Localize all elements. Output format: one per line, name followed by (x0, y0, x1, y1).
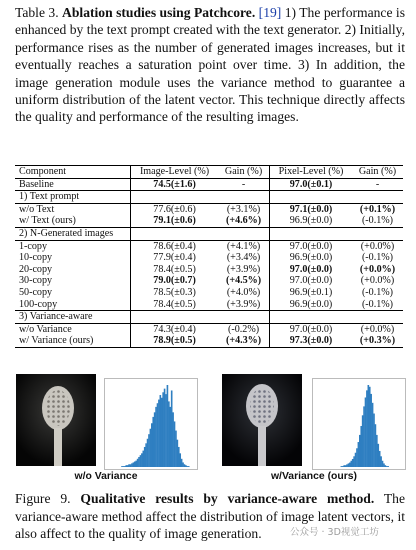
cell-gain-image: (-0.2%) (227, 323, 260, 335)
histogram-bar (175, 431, 177, 467)
cell-gain-pixel: (-0.1%) (361, 252, 394, 264)
baseline-row (15, 178, 403, 191)
histogram-bar (352, 459, 354, 467)
cell-image: 78.4(±0.5) (131, 299, 218, 311)
cell-gain-image: (+4.3%) (218, 335, 270, 347)
object-photo-without-variance (16, 374, 96, 466)
histogram-bar (147, 439, 149, 467)
cell-gain-pixel: (+0.3%) (352, 335, 403, 347)
histogram-bar (179, 453, 181, 467)
histogram-bar (125, 465, 127, 467)
cell-gain-image: (+4.0%) (226, 286, 261, 298)
histogram-bar (157, 403, 159, 467)
histogram-bar (345, 465, 347, 467)
header-gain-image: Gain (%) (218, 166, 270, 179)
histogram-bar (124, 466, 126, 467)
histogram-bar (382, 461, 384, 467)
section-empty-cell (270, 191, 352, 204)
cell-gain-image: (+4.1%) (226, 240, 261, 252)
histogram-bar (346, 464, 348, 467)
cell-gain-pixel: (+0.0%) (360, 275, 395, 287)
histogram-bar (154, 412, 156, 467)
cell-pixel: 96.9(±0.1) (270, 287, 352, 299)
cell-gain-pixel: (+0.0%) (359, 263, 396, 275)
table-header-row (15, 166, 403, 179)
object-photo-svg (16, 374, 96, 466)
figure-caption-body: The variance-aware method affect the distribution of image latent vectors, it also affect to the quality of image generation. (15, 491, 405, 542)
histogram-bar (130, 464, 132, 467)
histogram-bar (366, 390, 368, 467)
section-title: 3) Variance-aware (15, 311, 131, 324)
cell-gain-pixel: (-0.1%) (361, 286, 394, 298)
histogram-bar (184, 464, 186, 467)
histogram-bar (377, 444, 379, 467)
histogram-bar (151, 423, 153, 467)
histogram-bar (186, 466, 188, 467)
cell-label: w/o Variance (19, 323, 72, 335)
section-title: 1) Text prompt (15, 191, 131, 204)
histogram-bar (342, 466, 344, 467)
section-empty-cell (218, 191, 270, 204)
table-row (15, 323, 403, 335)
section-empty-cell (352, 191, 403, 204)
table-caption-title: Ablation studies using Patchcore. (62, 5, 256, 20)
section-header-row (15, 191, 403, 204)
histogram-bar (356, 448, 358, 467)
section-empty-cell (131, 191, 218, 204)
histogram-bar (185, 465, 187, 467)
section-empty-cell (131, 311, 218, 324)
cell-pixel: 97.0(±0.1) (270, 178, 352, 191)
histogram-bar (365, 397, 367, 467)
cell-gain-image: (+3.9%) (226, 263, 261, 275)
section-empty-cell (131, 227, 218, 240)
cell-image: 77.9(±0.4) (131, 252, 218, 264)
cell-pixel: 96.9(±0.0) (270, 299, 352, 311)
cell-gain-pixel: (+0.0%) (360, 240, 395, 252)
header-image-level: Image-Level (%) (131, 166, 218, 179)
ablation-table (15, 165, 403, 348)
object-photo-svg (222, 374, 302, 466)
cell-label: 50-copy (19, 286, 53, 298)
section-empty-cell (352, 227, 403, 240)
histogram-bar (181, 459, 183, 467)
table-row (15, 264, 403, 276)
cell-label: 100-copy (19, 298, 58, 310)
cell-gain-image: (+4.6%) (225, 215, 262, 227)
watermark: 公众号 · 3D视觉工坊 (290, 527, 379, 538)
table-caption (15, 4, 405, 126)
cell-label: 1-copy (19, 240, 48, 252)
histogram-bar (171, 390, 173, 467)
cell-gain-image: (+3.1%) (226, 203, 261, 215)
header-component: Component (15, 166, 131, 179)
histogram-bar (343, 465, 345, 467)
section-header-row (15, 227, 403, 240)
histogram-bar (135, 461, 137, 467)
histogram-bar (363, 406, 365, 467)
cell-label: 30-copy (19, 275, 53, 287)
cell-label: 10-copy (19, 252, 53, 264)
histogram-bar (158, 400, 160, 467)
cell-label: w/ Variance (ours) (15, 335, 131, 347)
histogram-bar (178, 447, 180, 467)
histogram-bar (369, 387, 371, 467)
histogram-bar (373, 414, 375, 467)
histogram-bar (360, 426, 362, 467)
table-row (15, 215, 403, 227)
histogram-bar (379, 451, 381, 467)
cell-image: 78.4(±0.5) (131, 264, 218, 276)
histogram-bar (150, 429, 152, 467)
histogram-bar (152, 417, 154, 467)
histogram-bar (144, 447, 146, 467)
cell-image: 77.6(±0.6) (131, 203, 218, 215)
histogram-left-svg (105, 379, 197, 469)
cell-image: 74.5(±1.6) (131, 178, 218, 191)
object-photo-with-variance (222, 374, 302, 466)
section-header-row (15, 311, 403, 324)
histogram-bar (142, 451, 144, 467)
histogram-bar (355, 453, 357, 467)
histogram-bar (174, 421, 176, 467)
histogram-bar (148, 434, 150, 467)
cell-gain-pixel: - (352, 178, 403, 191)
histogram-bar (358, 442, 360, 467)
figure-caption-title: Qualitative results by variance-aware method. (80, 491, 375, 506)
histogram-bar (177, 440, 179, 467)
citation-link[interactable]: [19] (258, 5, 282, 20)
histogram-bar (145, 443, 147, 467)
section-empty-cell (218, 311, 270, 324)
cell-image: 78.5(±0.3) (131, 287, 218, 299)
histogram-bar (383, 463, 385, 467)
histogram-bar (165, 394, 167, 467)
section-empty-cell (270, 227, 352, 240)
table-row (15, 299, 403, 311)
cell-pixel: 97.0(±0.0) (270, 240, 352, 252)
histogram-bar (141, 453, 143, 467)
histogram-bar (138, 457, 140, 467)
cell-gain-image: (+3.4%) (226, 252, 261, 264)
histogram-bar (375, 424, 377, 467)
cell-image: 74.3(±0.4) (131, 323, 218, 335)
header-pixel-level: Pixel-Level (%) (270, 166, 352, 179)
cell-image: 79.1(±0.6) (131, 215, 218, 227)
cell-image: 78.9(±0.5) (131, 335, 218, 347)
cell-label: Baseline (15, 178, 131, 191)
histogram-bar (160, 395, 162, 467)
histogram-bar (131, 463, 133, 467)
histogram-without-variance (104, 378, 198, 470)
table-row (15, 335, 403, 347)
histogram-bar (350, 461, 352, 467)
histogram-bar (380, 456, 382, 467)
cell-pixel: 97.3(±0.0) (270, 335, 352, 347)
histogram-bar (168, 401, 170, 467)
histogram-bar (368, 385, 370, 467)
histogram-with-variance (312, 378, 406, 470)
histogram-bar (372, 403, 374, 467)
histogram-bar (359, 435, 361, 467)
header-gain-pixel: Gain (%) (352, 166, 403, 179)
cell-gain-pixel: (-0.1%) (361, 215, 394, 227)
table-row (15, 203, 403, 215)
cell-pixel: 97.0(±0.0) (270, 323, 352, 335)
histogram-bar (362, 415, 364, 467)
cell-gain-image: - (218, 178, 270, 191)
table-caption-body: 1) The performance is enhanced by the text prompt created with the text generator. 2) Initially, performance rises as the number of generated images increases, but it eventually reaches a saturation point over time. 3) In addition, the image generation module uses the variance method to guarantee a uniform distribution of the latent vector. This technique directly affects the quality and performance of the resulting images. (15, 5, 405, 125)
histogram-bar (161, 398, 163, 467)
cell-gain-pixel: (-0.1%) (361, 298, 394, 310)
table-row (15, 287, 403, 299)
cell-pixel: 97.1(±0.0) (270, 203, 352, 215)
histogram-bar (341, 466, 343, 467)
section-empty-cell (270, 311, 352, 324)
histogram-bar (133, 462, 135, 467)
histogram-bar (182, 462, 184, 467)
histogram-bar (127, 465, 129, 467)
cell-pixel: 97.0(±0.0) (270, 275, 352, 287)
histogram-bar (172, 412, 174, 467)
section-title: 2) N-Generated images (15, 227, 131, 240)
histogram-bar (387, 466, 389, 467)
figure-label-without-variance: w/o Variance (74, 471, 138, 482)
histogram-bar (134, 462, 136, 467)
histogram-bar (140, 455, 142, 467)
cell-label: 20-copy (19, 263, 53, 275)
cell-gain-image: (+4.5%) (225, 275, 262, 287)
table-row (15, 275, 403, 287)
section-empty-cell (352, 311, 403, 324)
section-empty-cell (218, 227, 270, 240)
cell-gain-pixel: (+0.1%) (359, 203, 396, 215)
histogram-bar (348, 463, 350, 467)
histogram-bar (164, 389, 166, 467)
table-caption-prefix: Table 3. (15, 5, 63, 20)
cell-gain-pixel: (+0.0%) (360, 323, 395, 335)
figure-label-with-variance: w/Variance (ours) (270, 471, 358, 482)
histogram-bar (385, 465, 387, 467)
cell-label: w/ Text (ours) (19, 215, 76, 227)
cell-label: w/o Text (19, 203, 55, 215)
table-row (15, 252, 403, 264)
histogram-bar (188, 466, 190, 467)
histogram-bar (121, 466, 123, 467)
histogram-right-svg (313, 379, 405, 469)
cell-pixel: 97.0(±0.0) (270, 264, 352, 276)
histogram-bar (376, 435, 378, 467)
cell-image: 78.6(±0.4) (131, 240, 218, 252)
histogram-bar (386, 466, 388, 467)
cell-image: 79.0(±0.7) (131, 275, 218, 287)
histogram-bar (349, 463, 351, 467)
cell-pixel: 96.9(±0.0) (270, 252, 352, 264)
cell-gain-image: (+3.9%) (226, 298, 261, 310)
histogram-bar (169, 407, 171, 467)
figure-caption-prefix: Figure 9. (15, 491, 81, 506)
histogram-bar (128, 464, 130, 467)
histogram-bar (162, 392, 164, 467)
histogram-bar (155, 407, 157, 467)
histogram-bar (137, 459, 139, 467)
histogram-bar (370, 394, 372, 467)
table-row (15, 240, 403, 252)
histogram-bar (123, 466, 125, 467)
histogram-bar (353, 456, 355, 467)
histogram-bar (167, 385, 169, 467)
cell-pixel: 96.9(±0.0) (270, 215, 352, 227)
